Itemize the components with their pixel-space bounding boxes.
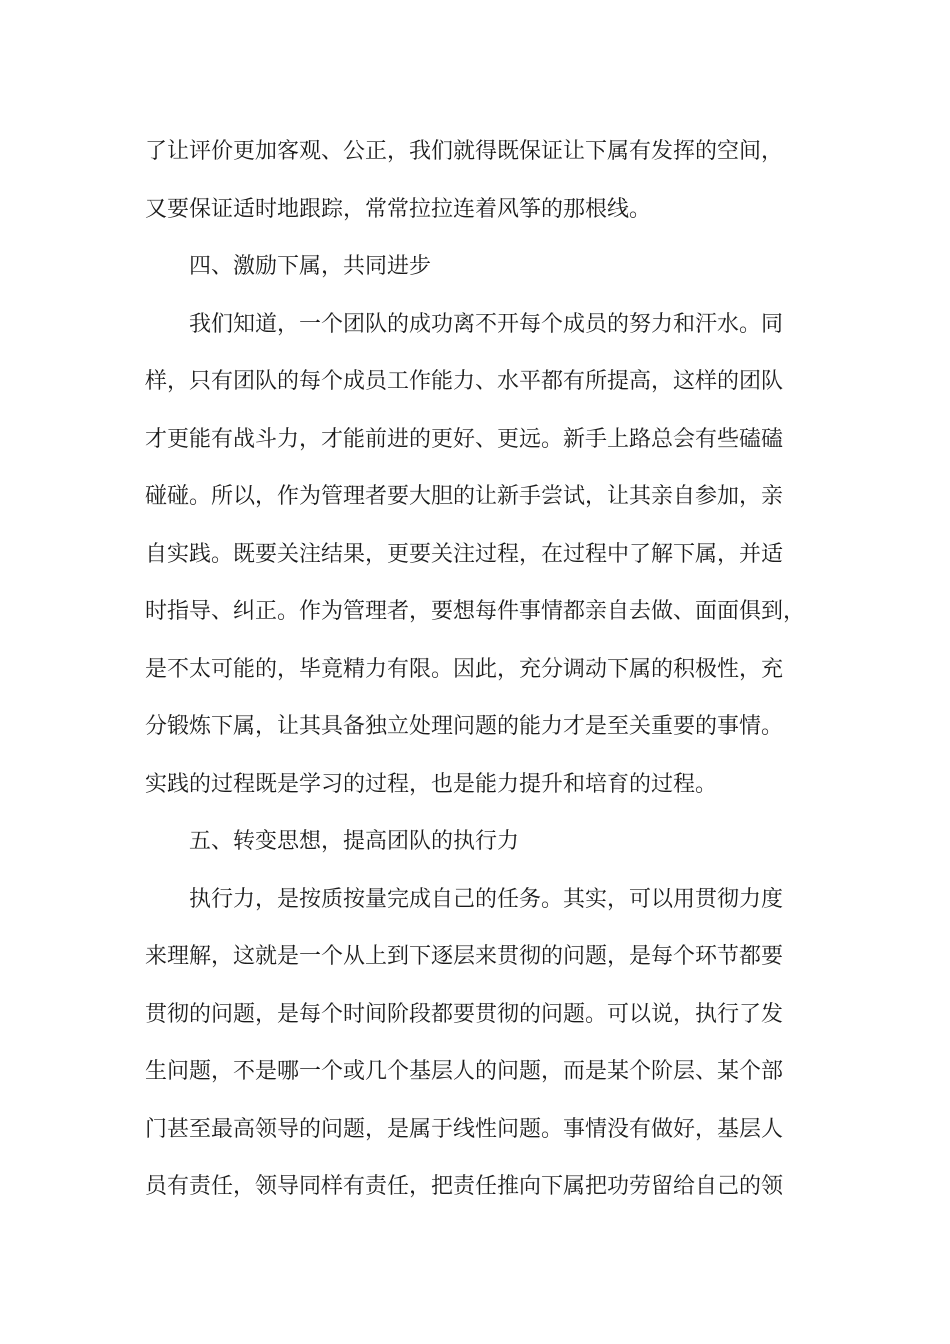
text-line: 了让评价更加客观、公正，我们就得既保证让下属有发挥的空间， [145, 139, 784, 164]
text-line: 又要保证适时地跟踪，常常拉拉连着风筝的那根线。 [145, 196, 652, 222]
text-line: 碰碰。所以，作为管理者要大胆的让新手尝试，让其亲自参加，亲 [145, 484, 784, 509]
text-line: 贯彻的问题，是每个时间阶段都要贯彻的问题。可以说，执行了发 [145, 1001, 784, 1027]
text-line: 是不太可能的，毕竟精力有限。因此，充分调动下属的积极性，充 [145, 656, 784, 682]
text-line: 执行力，是按质按量完成自己的任务。其实，可以用贯彻力度 [189, 886, 784, 912]
text-line: 我们知道，一个团队的成功离不开每个成员的努力和汗水。同 [189, 311, 784, 337]
text-line: 实践的过程既是学习的过程，也是能力提升和培育的过程。 [145, 771, 718, 797]
text-line: 生问题，不是哪一个或几个基层人的问题，而是某个阶层、某个部 [145, 1059, 784, 1084]
text-line: 分锻炼下属，让其具备独立处理问题的能力才是至关重要的事情。 [145, 714, 784, 739]
body-text [145, 123, 825, 1216]
text-line: 自实践。既要关注结果，更要关注过程，在过程中了解下属，并适 [145, 541, 784, 567]
text-line: 才更能有战斗力，才能前进的更好、更远。新手上路总会有些磕磕 [145, 426, 784, 452]
text-line: 时指导、纠正。作为管理者，要想每件事情都亲自去做、面面俱到， [145, 599, 806, 624]
text-line: 样，只有团队的每个成员工作能力、水平都有所提高，这样的团队 [145, 369, 784, 394]
section-heading: 五、转变思想，提高团队的执行力 [189, 829, 520, 854]
text-line: 来理解，这就是一个从上到下逐层来贯彻的问题，是每个环节都要 [145, 944, 784, 969]
text-line: 员有责任，领导同样有责任，把责任推向下属把功劳留给自己的领 [145, 1174, 784, 1199]
text-line: 门甚至最高领导的问题，是属于线性问题。事情没有做好，基层人 [145, 1116, 784, 1142]
section-heading: 四、激励下属，共同进步 [189, 254, 432, 279]
